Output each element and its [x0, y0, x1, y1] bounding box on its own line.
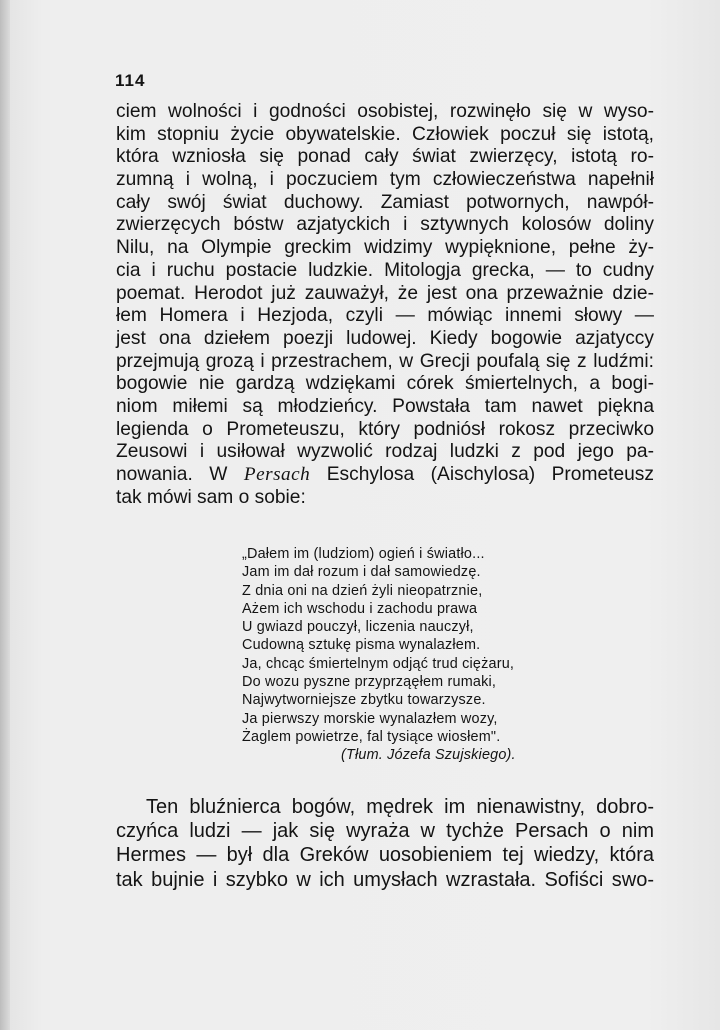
- text-line: kim stopniu życie obywatelskie. Człowiek poczuł się istotą,: [116, 123, 654, 145]
- text-line: tak bujnie i szybko w ich umysłach wzrastała. Sofiści swo-: [116, 868, 654, 891]
- paragraph-2: [116, 795, 654, 892]
- text-line-with-title: [116, 464, 654, 487]
- text-line: Zeusowi i usiłował wyzwolić rodzaj ludzki z pod jego pa-: [116, 441, 654, 463]
- poem-verse: Jam im dał rozum i dał samowiedzę.: [242, 564, 481, 581]
- text-line: łem Homera i Hezjoda, czyli — mówiąc innemi słowy —: [116, 305, 654, 327]
- text-line: bogowie nie gardzą wdziękami córek śmiertelnych, a bogi-: [116, 373, 654, 395]
- text-line: czyńca ludzi — jak się wyraża w tychże Persach o nim: [116, 820, 654, 843]
- text-line: zwierzęcych bóstw azjatyckich i sztywnych kolosów doliny: [116, 214, 654, 236]
- paragraph-1: [116, 101, 654, 509]
- poem-verse: Ja pierwszy morskie wynalazłem wozy,: [242, 710, 498, 727]
- poem-verse: Ażem ich wschodu i zachodu prawa: [242, 600, 478, 617]
- text-line: Nilu, na Olympie greckim widzimy wypięknione, pełne ży-: [116, 237, 654, 259]
- text-line: poemat. Herodot już zauważył, że jest ona przeważnie dzie-: [116, 282, 654, 304]
- poem-verse: Najwytworniejsze zbytku towarzysze.: [242, 692, 486, 709]
- text-line: cia i ruchu postacie ludzkie. Mitologja grecka, — to cudny: [116, 259, 654, 281]
- page-gutter-shadow: [0, 0, 10, 1030]
- text-line: ciem wolności i godności osobistej, rozwinęło się w wyso-: [116, 101, 654, 122]
- text-line: cały swój świat duchowy. Zamiast potwornych, nawpół-: [116, 191, 654, 213]
- poem-quote: [242, 545, 642, 765]
- text-segment: Eschylosa (Aischylosa) Prometeusz: [326, 464, 654, 485]
- text-line: Hermes — był dla Greków uosobieniem tej wiedzy, która: [116, 844, 654, 867]
- text-line: jest ona dziełem poezji ludowej. Kiedy bogowie azjatyccy: [116, 327, 654, 349]
- text-line: przejmują grozą i przestrachem, w Grecji poufalą się z ludźmi:: [116, 350, 654, 372]
- poem-verse: Żaglem powietrze, fal tysiące wiosłem".: [242, 728, 501, 745]
- poem-verse: Ja, chcąc śmiertelnym odjąć trud ciężaru,: [242, 655, 515, 672]
- poem-verse: „Dałem im (ludziom) ogień i światło...: [242, 546, 485, 562]
- page-number: 114: [115, 71, 146, 90]
- text-line: Ten bluźnierca bogów, mędrek im nienawistny, dobro-: [146, 796, 654, 818]
- work-title-italic: Persach: [243, 464, 311, 485]
- text-line: zumną i wolną, i poczuciem tym człowieczeństwa napełnił: [116, 169, 654, 191]
- poem-verse: U gwiazd pouczył, liczenia nauczył,: [242, 619, 474, 636]
- poem-verse: Z dnia oni na dzień żyli nieopatrznie,: [242, 582, 483, 599]
- text-line: niom miłemi są młodzieńcy. Powstała tam nawet piękna: [116, 395, 654, 417]
- text-line: tak mówi sam o sobie:: [116, 486, 306, 508]
- text-line: która wzniosła się ponad cały świat zwierzęcy, istotą ro-: [116, 146, 654, 168]
- text-segment: nowania. W: [116, 464, 228, 485]
- text-line: legienda o Prometeuszu, który podniósł rokosz przeciwko: [116, 418, 654, 440]
- poem-verse: Do wozu pyszne przyprząęłem rumaki,: [242, 674, 497, 691]
- poem-verse: Cudowną sztukę pisma wynalazłem.: [242, 637, 481, 654]
- translator-attribution: (Tłum. Józefa Szujskiego).: [341, 747, 516, 764]
